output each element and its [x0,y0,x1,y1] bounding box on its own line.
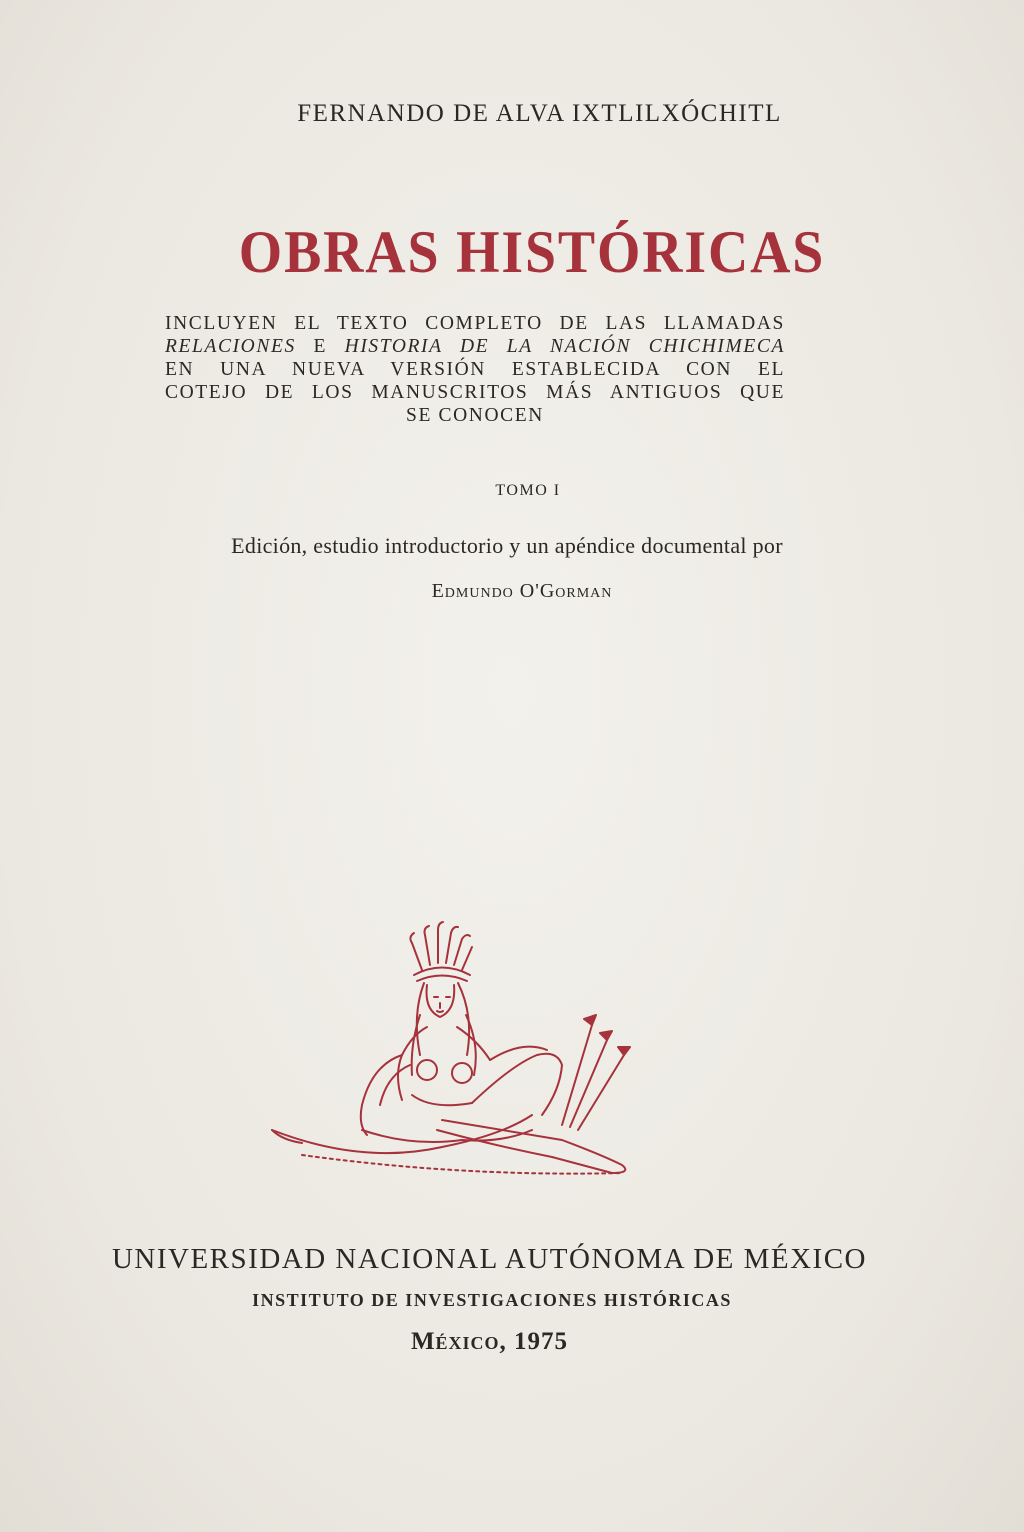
edition-note: Edición, estudio introductorio y un apéndice documental por [231,533,783,558]
subtitle-line-5: SE CONOCEN [406,405,544,426]
subtitle-relaciones: RELACIONES [165,336,296,357]
subtitle-line-1: INCLUYEN EL TEXTO COMPLETO DE LAS LLAMADAS [165,313,785,334]
editor-name: Edmundo O'Gorman [431,580,613,602]
university-name: UNIVERSIDAD NACIONAL AUTÓNOMA DE MÉXICO [111,1243,867,1275]
subtitle-line-2 [165,335,785,358]
subtitle-line-3: EN UNA NUEVA VERSIÓN ESTABLECIDA CON EL [165,359,785,380]
author-name: FERNANDO DE ALVA IXTLILXÓCHITL [297,100,782,127]
institute-name: INSTITUTO DE INVESTIGACIONES HISTÓRICAS [252,1290,732,1310]
volume-label: TOMO I [495,482,561,499]
subtitle-historia: HISTORIA DE LA NACIÓN CHICHIMECA [344,336,785,357]
book-subtitle [165,312,785,427]
place-and-year: México, 1975 [410,1328,569,1355]
subtitle-conjunction: E [295,336,345,357]
reclining-figure-illustration [262,915,682,1185]
subtitle-line-4: COTEJO DE LOS MANUSCRITOS MÁS ANTIGUOS QUE [165,382,785,403]
book-title: OBRAS HISTÓRICAS [238,219,826,285]
